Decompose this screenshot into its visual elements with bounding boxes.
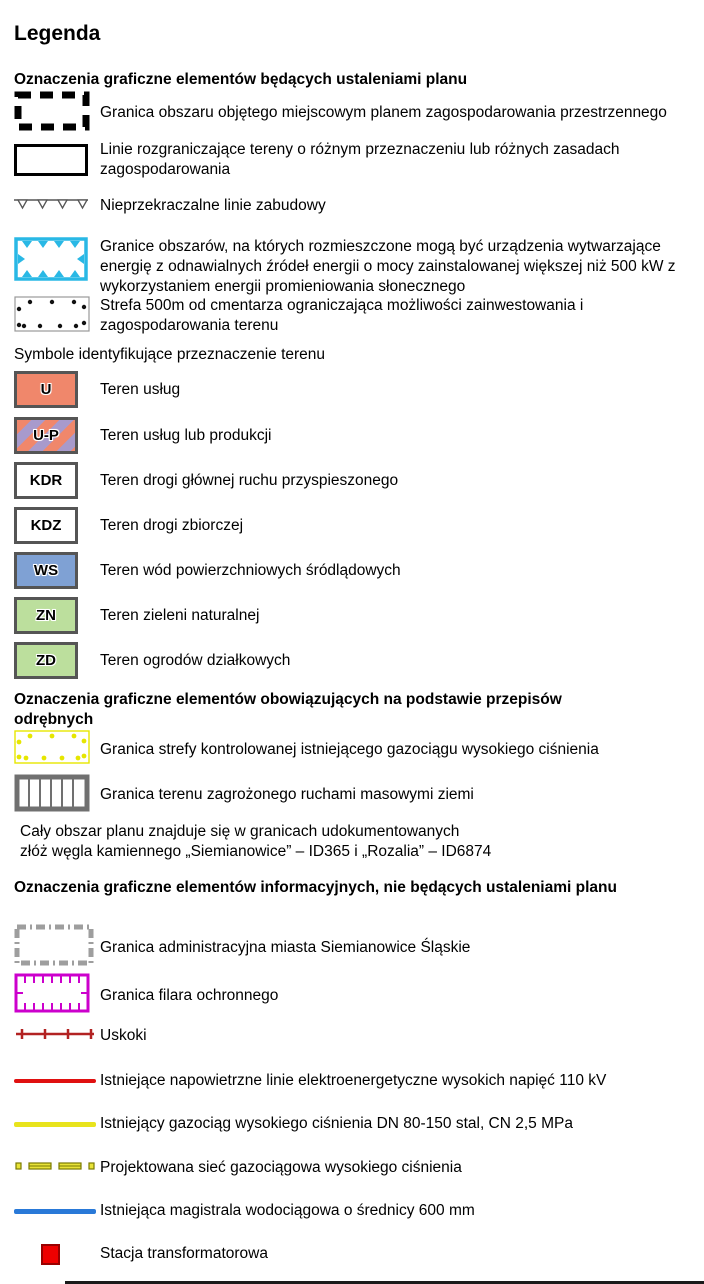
- renewable-energy-area-icon: [14, 237, 100, 288]
- note-line: złóż węgla kamiennego „Siemianowice” – ID365 i „Rozalia” – ID6874: [20, 843, 492, 860]
- legend-label: Granica terenu zagrożonego ruchami masowymi ziemi: [100, 786, 474, 803]
- power-line-110kv-icon: [14, 1079, 100, 1083]
- legend-row: [14, 1158, 696, 1178]
- coal-deposits-note: [20, 822, 491, 862]
- legend-row: [14, 776, 696, 814]
- legend-row: [14, 143, 696, 177]
- landuse-code: WS: [14, 552, 78, 589]
- legend-row: [14, 1201, 696, 1221]
- legend-row: [14, 1243, 696, 1265]
- legend-row: [14, 507, 696, 544]
- legend-label: Granica administracyjna miasta Siemianowice Śląskie: [100, 939, 471, 956]
- legend-label: Granica obszaru objętego miejscowym planem zagospodarowania przestrzennego: [100, 104, 667, 121]
- water-main-line-icon: [14, 1209, 100, 1214]
- legend-label: Projektowana sieć gazociągowa wysokiego ciśnienia: [100, 1159, 462, 1176]
- legend-label: Teren usług: [100, 380, 181, 398]
- legend-label: Uskoki: [100, 1027, 147, 1044]
- legend-label: Istniejący gazociąg wysokiego ciśnienia DN 80-150 stal, CN 2,5 MPa: [100, 1115, 573, 1132]
- landuse-ws-swatch-icon: [14, 552, 100, 589]
- zoning-lines-icon: [14, 144, 100, 176]
- legend-label: Linie rozgraniczające tereny o różnym przeznaczeniu lub różnych zasadach zagospodarowania: [100, 141, 620, 178]
- landuse-u-swatch-icon: [14, 371, 100, 408]
- legend-row: [14, 926, 696, 970]
- legend-row: [14, 597, 696, 634]
- legend-row: [14, 462, 696, 499]
- page-title: Legenda: [14, 22, 101, 45]
- legend-row: [14, 371, 696, 408]
- proposed-gas-line-icon: [14, 1159, 100, 1177]
- plan-area-boundary-icon: [14, 91, 100, 136]
- landuse-code: ZD: [14, 642, 78, 679]
- existing-gas-line-icon: [14, 1122, 100, 1127]
- legend-label: Stacja transformatorowa: [100, 1245, 268, 1262]
- protective-pillar-icon: [14, 973, 100, 1020]
- legend-row: [14, 197, 696, 215]
- section-heading-informational: Oznaczenia graficzne elementów informacyjnych, nie będących ustaleniami planu: [14, 879, 617, 896]
- legend-row: [14, 642, 696, 679]
- landuse-zn-swatch-icon: [14, 597, 100, 634]
- legend-row: [14, 1071, 696, 1091]
- legend-label: Istniejąca magistrala wodociągowa o średnicy 600 mm: [100, 1202, 475, 1219]
- legend-row: [14, 1114, 696, 1134]
- landuse-code: KDZ: [14, 507, 78, 544]
- legend-row: [14, 237, 696, 297]
- landuse-up-swatch-icon: [14, 417, 100, 454]
- gas-control-zone-icon: [14, 730, 100, 771]
- note-line: Cały obszar planu znajduje się w granicach udokumentowanych: [20, 823, 460, 840]
- legend-row: [14, 552, 696, 589]
- landuse-kdz-swatch-icon: [14, 507, 100, 544]
- legend-row: [14, 93, 696, 133]
- legend-label: Teren wód powierzchniowych śródlądowych: [100, 561, 401, 579]
- legend-label: Granice obszarów, na których rozmieszczone mogą być urządzenia wytwarzające energię z odnawialnych źródeł energii o mocy zainstalowanej większej niż 500 kW z wykorzystaniem energii promieniowania słonecznego: [100, 238, 676, 295]
- cemetery-zone-icon: [14, 296, 100, 339]
- section-heading-plan-elements: Oznaczenia graficzne elementów będących ustaleniami planu: [14, 71, 468, 88]
- section-heading-landuse-symbols: Symbole identyfikujące przeznaczenie terenu: [14, 346, 326, 363]
- transformer-station-icon: [14, 1244, 100, 1265]
- legend-label: Teren ogrodów działkowych: [100, 651, 291, 669]
- legend-label: Granica filara ochronnego: [100, 987, 279, 1004]
- legend-label: Teren zieleni naturalnej: [100, 606, 260, 624]
- legend-row: [14, 417, 696, 454]
- faults-line-icon: [14, 1027, 100, 1046]
- legend-row: [14, 733, 696, 767]
- landuse-zd-swatch-icon: [14, 642, 100, 679]
- section-heading-separate-regulations: Oznaczenia graficzne elementów obowiązujących na podstawie przepisów odrębnych: [14, 691, 562, 728]
- legend-label: Granica strefy kontrolowanej istniejącego gazociągu wysokiego ciśnienia: [100, 741, 599, 758]
- legend-label: Istniejące napowietrzne linie elektroenergetyczne wysokich napięć 110 kV: [100, 1072, 607, 1089]
- legend-row: [14, 1026, 696, 1046]
- legend-row: [14, 975, 696, 1017]
- building-limit-line-icon: [14, 196, 100, 217]
- landslide-area-icon: [14, 774, 100, 817]
- legend-label: Teren drogi zbiorczej: [100, 516, 244, 534]
- city-admin-boundary-icon: [14, 924, 100, 973]
- legend-label: Teren usług lub produkcji: [100, 426, 272, 444]
- legend-label: Strefa 500m od cmentarza ograniczająca możliwości zainwestowania i zagospodarowania terenu: [100, 297, 584, 334]
- landuse-code: KDR: [14, 462, 78, 499]
- legend-label: Teren drogi głównej ruchu przyspieszonego: [100, 471, 399, 489]
- landuse-kdr-swatch-icon: [14, 462, 100, 499]
- landuse-code: U-P: [14, 417, 78, 454]
- landuse-code: U: [14, 371, 78, 408]
- landuse-code: ZN: [14, 597, 78, 634]
- legend-label: Nieprzekraczalne linie zabudowy: [100, 197, 326, 214]
- legend-row: [14, 296, 696, 339]
